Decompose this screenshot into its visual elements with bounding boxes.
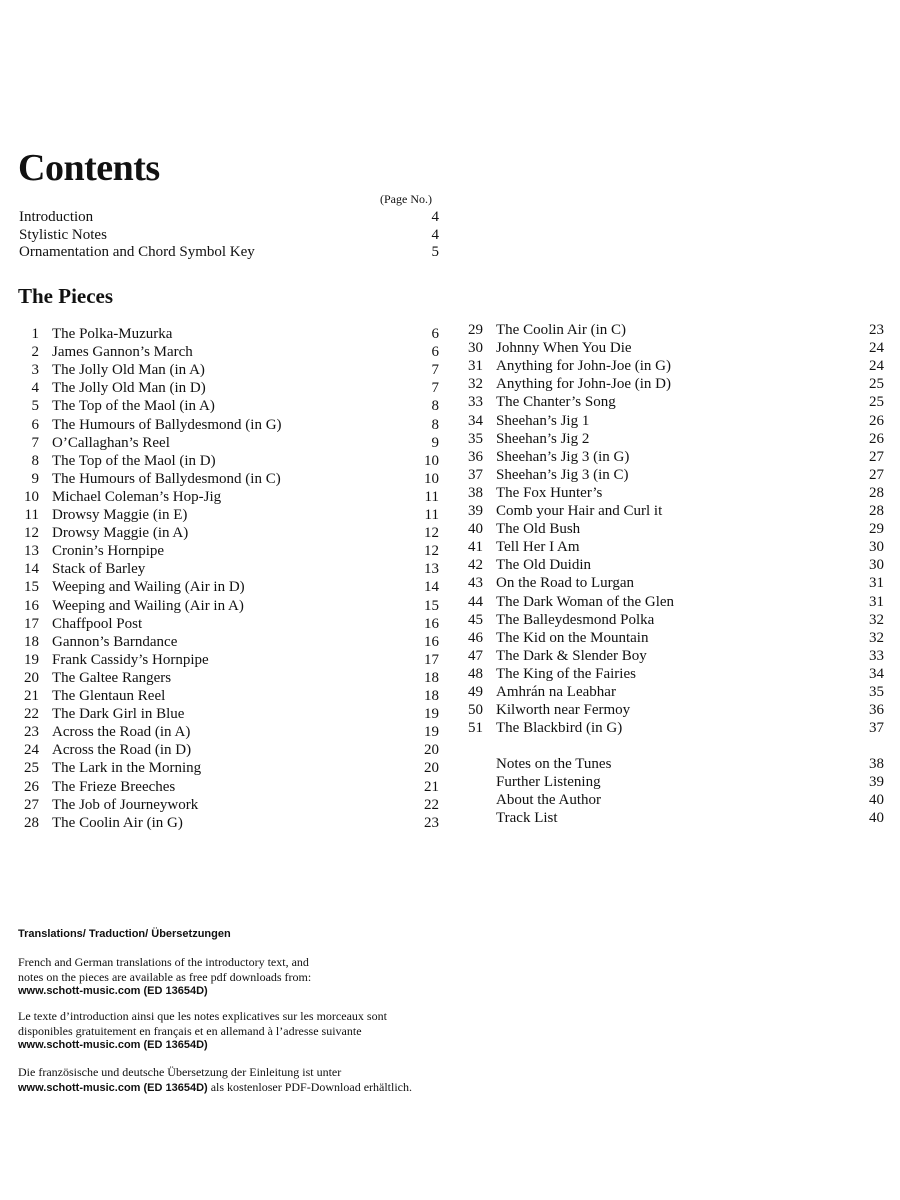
piece-number: 5 [31, 398, 39, 415]
piece-row [19, 598, 439, 616]
piece-page: 19 [424, 724, 439, 741]
translation-english [18, 955, 458, 999]
piece-row [19, 525, 439, 543]
piece-page: 27 [869, 466, 884, 483]
extra-title: About the Author [496, 792, 601, 809]
piece-number: 29 [468, 322, 483, 338]
piece-title: Sheehan’s Jig 1 [496, 412, 590, 429]
piece-number: 12 [24, 525, 39, 542]
piece-title: Anything for John-Joe (in G) [496, 358, 671, 375]
piece-number: 1 [31, 326, 39, 342]
piece-number: 39 [468, 503, 483, 519]
piece-number: 40 [468, 521, 483, 538]
piece-number: 13 [24, 543, 39, 560]
intro-row [19, 209, 439, 227]
piece-row [19, 435, 439, 453]
extra-title: Further Listening [496, 774, 601, 791]
piece-number: 11 [24, 507, 39, 523]
piece-title: The Top of the Maol (in D) [52, 452, 216, 469]
piece-page: 30 [869, 557, 884, 574]
piece-page: 17 [424, 651, 439, 668]
german-line: Die französische und deutsche Übersetzung der Einleitung ist unter [18, 1065, 342, 1079]
piece-number: 3 [31, 362, 39, 379]
piece-row [19, 579, 439, 597]
extra-page: 39 [869, 774, 884, 791]
piece-page: 21 [424, 778, 439, 795]
piece-title: The Glentaun Reel [52, 688, 166, 704]
piece-title: The Lark in the Morning [52, 760, 202, 777]
piece-page: 12 [424, 543, 439, 560]
piece-page: 31 [869, 593, 884, 610]
piece-row [19, 797, 439, 815]
piece-page: 22 [424, 796, 439, 813]
piece-row [19, 779, 439, 797]
piece-row [19, 453, 439, 471]
piece-title: The Dark & Slender Boy [496, 647, 647, 664]
intro-label: Ornamentation and Chord Symbol Key [19, 244, 255, 260]
piece-page: 28 [869, 503, 884, 519]
piece-number: 50 [468, 702, 483, 719]
piece-number: 15 [24, 579, 39, 596]
piece-page: 18 [424, 669, 439, 686]
piece-page: 12 [424, 525, 439, 542]
piece-title: The Frieze Breeches [52, 778, 176, 795]
intro-row [19, 244, 439, 262]
piece-page: 26 [869, 412, 884, 429]
piece-row [19, 326, 439, 344]
piece-title: On the Road to Lurgan [496, 575, 635, 592]
english-url: www.schott-music.com (ED 13654D) [18, 985, 208, 997]
piece-page: 27 [869, 448, 884, 465]
piece-row [463, 376, 884, 394]
piece-row [463, 485, 884, 503]
piece-page: 20 [424, 742, 439, 759]
piece-row [463, 594, 884, 612]
piece-row [463, 413, 884, 431]
piece-title: The Polka-Muzurka [52, 326, 173, 342]
piece-row [463, 340, 884, 358]
piece-number: 26 [24, 778, 39, 795]
intro-page: 5 [431, 244, 439, 260]
piece-number: 16 [24, 597, 39, 614]
intro-row [19, 227, 439, 245]
piece-title: The Old Duidin [496, 557, 591, 574]
french-line: Le texte d’introduction ainsi que les notes explicatives sur les morceaux sont [18, 1009, 387, 1023]
intro-label: Introduction [19, 209, 94, 225]
piece-number: 25 [24, 760, 39, 777]
piece-number: 6 [31, 416, 39, 433]
piece-number: 7 [31, 434, 39, 451]
piece-page: 29 [869, 521, 884, 538]
piece-row [19, 815, 439, 833]
piece-title: Chaffpool Post [52, 615, 143, 632]
piece-title: The Humours of Ballydesmond (in G) [52, 416, 282, 433]
piece-number: 49 [468, 684, 483, 700]
piece-title: Weeping and Wailing (Air in D) [52, 579, 245, 596]
piece-title: James Gannon’s March [52, 344, 193, 361]
piece-title: Across the Road (in A) [52, 724, 191, 741]
extra-page: 40 [869, 810, 884, 827]
extra-title: Notes on the Tunes [496, 756, 612, 772]
piece-row [463, 521, 884, 539]
piece-page: 24 [869, 340, 884, 357]
piece-number: 45 [468, 611, 483, 628]
piece-page: 30 [869, 539, 884, 556]
piece-page: 10 [424, 470, 439, 487]
extra-title: Track List [496, 810, 558, 827]
piece-title: Stack of Barley [52, 561, 146, 578]
piece-number: 17 [24, 615, 39, 632]
extra-row [463, 756, 884, 774]
piece-title: Amhrán na Leabhar [496, 684, 616, 700]
piece-title: The Humours of Ballydesmond (in C) [52, 470, 281, 487]
french-url: www.schott-music.com (ED 13654D) [18, 1039, 208, 1051]
piece-number: 47 [468, 647, 483, 664]
piece-title: The Chanter’s Song [496, 394, 616, 411]
piece-title: O’Callaghan’s Reel [52, 434, 170, 451]
piece-title: Tell Her I Am [496, 539, 580, 556]
piece-row [463, 648, 884, 666]
piece-title: Sheehan’s Jig 3 (in G) [496, 448, 630, 465]
piece-number: 43 [468, 575, 483, 592]
piece-title: Sheehan’s Jig 3 (in C) [496, 466, 629, 483]
pieces-heading: The Pieces [18, 284, 114, 308]
piece-number: 32 [468, 376, 483, 393]
piece-row [463, 358, 884, 376]
french-line: disponibles gratuitement en français et en allemand à l’adresse suivante [18, 1023, 362, 1038]
piece-page: 36 [869, 702, 884, 719]
english-line: notes on the pieces are available as free pdf downloads from: [18, 969, 312, 984]
piece-row [463, 720, 884, 738]
piece-row [463, 702, 884, 720]
piece-title: Michael Coleman’s Hop-Jig [52, 488, 222, 505]
piece-page: 35 [869, 684, 884, 700]
piece-title: The Dark Woman of the Glen [496, 593, 675, 610]
extra-page: 40 [869, 792, 884, 809]
piece-page: 28 [869, 484, 884, 501]
piece-title: Weeping and Wailing (Air in A) [52, 597, 244, 614]
piece-number: 31 [468, 358, 483, 375]
piece-page: 23 [424, 814, 439, 831]
piece-page: 34 [869, 665, 884, 682]
extra-page: 38 [869, 756, 884, 772]
piece-row [19, 616, 439, 634]
piece-page: 26 [869, 430, 884, 447]
extra-row [463, 792, 884, 810]
piece-title: The Top of the Maol (in A) [52, 398, 215, 415]
piece-row [19, 706, 439, 724]
german-url: www.schott-music.com (ED 13654D) [18, 1081, 208, 1094]
piece-number: 18 [24, 633, 39, 650]
piece-number: 4 [31, 380, 39, 397]
piece-row [19, 507, 439, 525]
piece-number: 51 [468, 720, 483, 737]
piece-page: 24 [869, 358, 884, 375]
piece-page: 8 [431, 416, 439, 433]
piece-row [463, 394, 884, 412]
piece-number: 30 [468, 340, 483, 357]
piece-row [19, 380, 439, 398]
piece-page: 31 [869, 575, 884, 592]
piece-title: The Kid on the Mountain [496, 629, 649, 646]
piece-title: The Balleydesmond Polka [496, 611, 655, 628]
piece-page: 20 [424, 760, 439, 777]
translation-german [18, 1065, 458, 1095]
piece-title: Kilworth near Fermoy [496, 702, 631, 719]
piece-title: Frank Cassidy’s Hornpipe [52, 651, 209, 668]
piece-number: 48 [468, 665, 483, 682]
piece-title: Anything for John-Joe (in D) [496, 376, 671, 393]
piece-title: The Galtee Rangers [52, 669, 172, 686]
piece-title: The Job of Journeywork [52, 796, 199, 813]
piece-page: 14 [424, 579, 439, 596]
piece-title: The Old Bush [496, 521, 581, 538]
piece-row [19, 561, 439, 579]
piece-row [463, 684, 884, 702]
piece-row [463, 322, 884, 340]
piece-number: 20 [24, 669, 39, 686]
piece-number: 35 [468, 430, 483, 447]
piece-row [463, 575, 884, 593]
piece-page: 9 [431, 434, 439, 451]
piece-row [19, 543, 439, 561]
piece-number: 37 [468, 466, 483, 483]
piece-title: The King of the Fairies [496, 665, 636, 682]
piece-page: 18 [424, 688, 439, 704]
piece-number: 46 [468, 629, 483, 646]
piece-row [19, 742, 439, 760]
piece-page: 32 [869, 629, 884, 646]
piece-title: Across the Road (in D) [52, 742, 192, 759]
piece-row [463, 630, 884, 648]
piece-row [463, 666, 884, 684]
piece-number: 23 [24, 724, 39, 741]
piece-number: 24 [24, 742, 39, 759]
piece-row [463, 503, 884, 521]
piece-title: The Coolin Air (in C) [496, 322, 626, 338]
piece-number: 14 [24, 561, 39, 578]
intro-page: 4 [431, 227, 439, 243]
translation-french [18, 1009, 458, 1053]
piece-number: 44 [468, 593, 483, 610]
piece-row [463, 431, 884, 449]
piece-title: Johnny When You Die [496, 340, 632, 357]
piece-number: 27 [24, 796, 39, 813]
piece-row [19, 417, 439, 435]
piece-page: 25 [869, 376, 884, 393]
extra-row [463, 810, 884, 828]
piece-title: The Fox Hunter’s [496, 484, 603, 501]
piece-row [463, 467, 884, 485]
piece-row [19, 634, 439, 652]
piece-title: The Blackbird (in G) [496, 720, 623, 737]
piece-page: 23 [869, 322, 884, 338]
piece-page: 16 [424, 633, 439, 650]
piece-page: 11 [424, 488, 439, 505]
page-number-header: (Page No.) [380, 192, 432, 206]
piece-page: 15 [424, 597, 439, 614]
piece-number: 41 [468, 539, 483, 556]
contents-title: Contents [18, 147, 160, 189]
piece-row [19, 344, 439, 362]
german-line-2 [18, 1080, 458, 1096]
piece-page: 32 [869, 611, 884, 628]
piece-page: 8 [431, 398, 439, 415]
english-line: French and German translations of the introductory text, and [18, 955, 309, 969]
piece-number: 42 [468, 557, 483, 574]
piece-row [19, 670, 439, 688]
piece-page: 7 [431, 362, 439, 379]
piece-number: 2 [31, 344, 39, 361]
piece-page: 7 [431, 380, 439, 397]
piece-row [19, 652, 439, 670]
piece-row [463, 557, 884, 575]
piece-page: 13 [424, 561, 439, 578]
piece-number: 19 [24, 651, 39, 668]
piece-number: 8 [31, 452, 39, 469]
piece-title: The Jolly Old Man (in D) [52, 380, 206, 397]
piece-row [19, 489, 439, 507]
extra-row [463, 774, 884, 792]
piece-title: Drowsy Maggie (in A) [52, 525, 189, 542]
piece-title: The Dark Girl in Blue [52, 706, 185, 723]
translations-heading: Translations/ Traduction/ Übersetzungen [18, 928, 231, 940]
piece-page: 6 [431, 326, 439, 342]
piece-page: 37 [869, 720, 884, 737]
piece-title: The Coolin Air (in G) [52, 814, 183, 831]
piece-number: 10 [24, 488, 39, 505]
piece-row [19, 398, 439, 416]
piece-number: 9 [31, 470, 39, 487]
piece-page: 33 [869, 647, 884, 664]
piece-row [19, 724, 439, 742]
piece-page: 10 [424, 452, 439, 469]
piece-number: 36 [468, 448, 483, 465]
piece-title: The Jolly Old Man (in A) [52, 362, 205, 379]
piece-title: Cronin’s Hornpipe [52, 543, 165, 560]
piece-row [19, 362, 439, 380]
piece-title: Gannon’s Barndance [52, 633, 178, 650]
piece-row [463, 612, 884, 630]
piece-title: Comb your Hair and Curl it [496, 503, 663, 519]
piece-page: 16 [424, 615, 439, 632]
piece-number: 34 [468, 412, 483, 429]
piece-page: 6 [431, 344, 439, 361]
piece-title: Drowsy Maggie (in E) [52, 507, 188, 523]
intro-page: 4 [431, 209, 439, 225]
piece-number: 28 [24, 814, 39, 831]
piece-page: 11 [424, 507, 439, 523]
piece-number: 33 [468, 394, 483, 411]
piece-number: 22 [24, 706, 39, 723]
piece-row [19, 471, 439, 489]
german-suffix: als kostenloser PDF-Download erhältlich. [207, 1079, 413, 1094]
piece-number: 38 [468, 484, 483, 501]
piece-row [19, 688, 439, 706]
piece-page: 25 [869, 394, 884, 411]
intro-label: Stylistic Notes [19, 227, 107, 243]
piece-row [19, 760, 439, 778]
piece-number: 21 [24, 688, 39, 704]
piece-row [463, 449, 884, 467]
piece-row [463, 539, 884, 557]
piece-page: 19 [424, 706, 439, 723]
piece-title: Sheehan’s Jig 2 [496, 430, 590, 447]
